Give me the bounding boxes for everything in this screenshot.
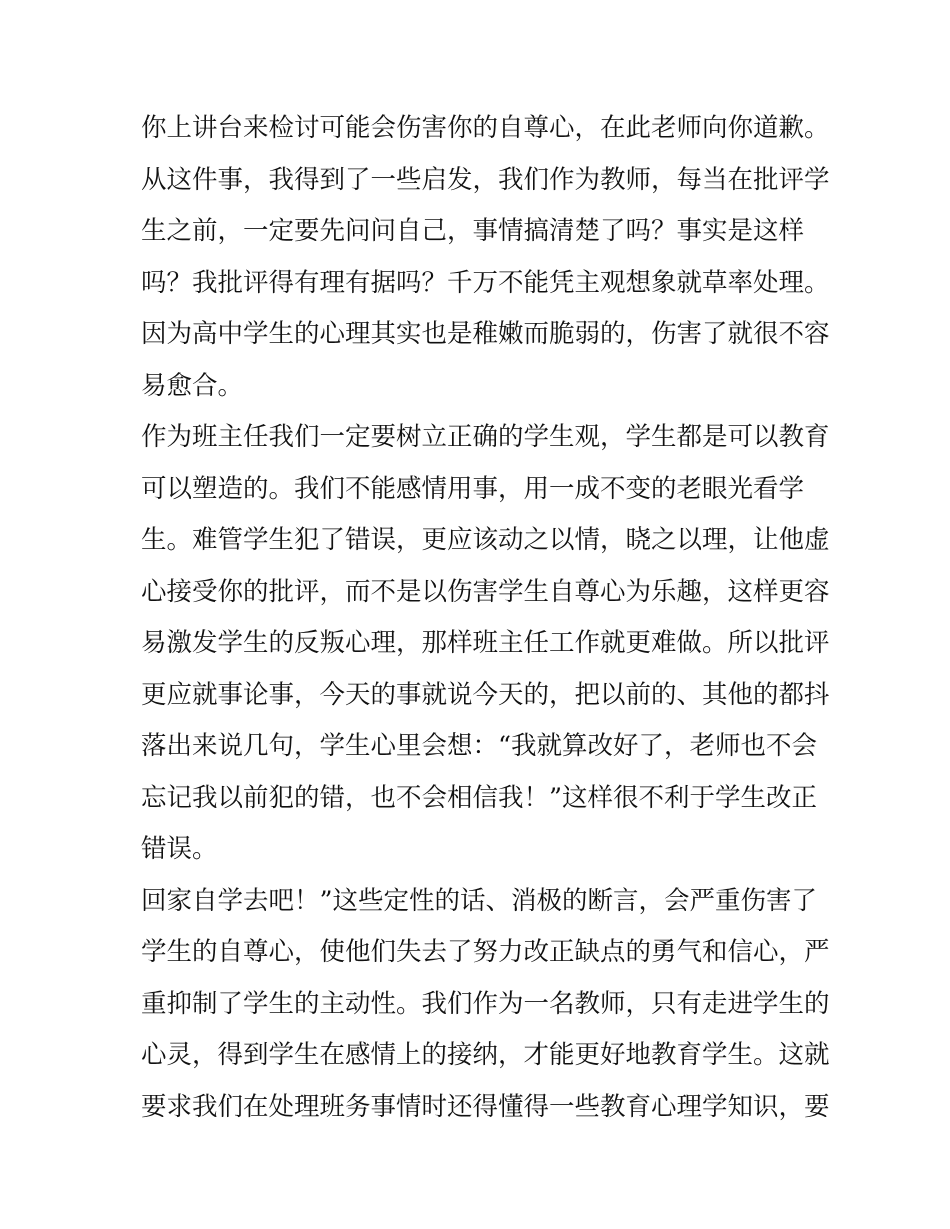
text-line: 错误。 xyxy=(141,834,218,864)
text-line: 重抑制了学生的主动性。我们作为一名教师，只有走进学生的 xyxy=(141,988,830,1019)
text-line: 你上讲台来检讨可能会伤害你的自尊心，在此老师向你道歉。 xyxy=(141,113,830,143)
text-line: 落出来说几句，学生心里会想：“我就算改好了，老师也不会 xyxy=(141,731,818,761)
text-line: 回家自学去吧！”这些定性的话、消极的断言，会严重伤害了 xyxy=(141,885,818,916)
text-line: 吗？我批评得有理有据吗？千万不能凭主观想象就草率处理。 xyxy=(141,267,830,298)
text-line: 要求我们在处理班务事情时还得懂得一些教育心理学知识，要 xyxy=(141,1091,830,1122)
text-line: 忘记我以前犯的错，也不会相信我！”这样很不利于学生改正 xyxy=(141,782,818,813)
text-line: 因为高中学生的心理其实也是稚嫩而脆弱的，伤害了就很不容 xyxy=(141,319,830,349)
text-line: 作为班主任我们一定要树立正确的学生观，学生都是可以教育 xyxy=(141,422,830,452)
text-line: 心灵，得到学生在感情上的接纳，才能更好地教育学生。这就 xyxy=(141,1040,830,1070)
text-line: 生之前，一定要先问问自己，事情搞清楚了吗？事实是这样 xyxy=(141,216,805,246)
body-text xyxy=(141,103,830,1133)
text-line: 生。难管学生犯了错误，更应该动之以情，晓之以理，让他虚 xyxy=(141,525,830,555)
text-line: 心接受你的批评，而不是以伤害学生自尊心为乐趣，这样更容 xyxy=(141,576,830,607)
text-line: 学生的自尊心，使他们失去了努力改正缺点的勇气和信心，严 xyxy=(141,937,830,967)
text-line: 从这件事，我得到了一些启发，我们作为教师，每当在批评学 xyxy=(141,164,830,195)
text-line: 更应就事论事，今天的事就说今天的，把以前的、其他的都抖 xyxy=(141,679,830,710)
text-line: 易愈合。 xyxy=(141,370,244,401)
text-line: 可以塑造的。我们不能感情用事，用一成不变的老眼光看学 xyxy=(141,473,805,504)
text-line: 易激发学生的反叛心理，那样班主任工作就更难做。所以批评 xyxy=(141,628,830,658)
